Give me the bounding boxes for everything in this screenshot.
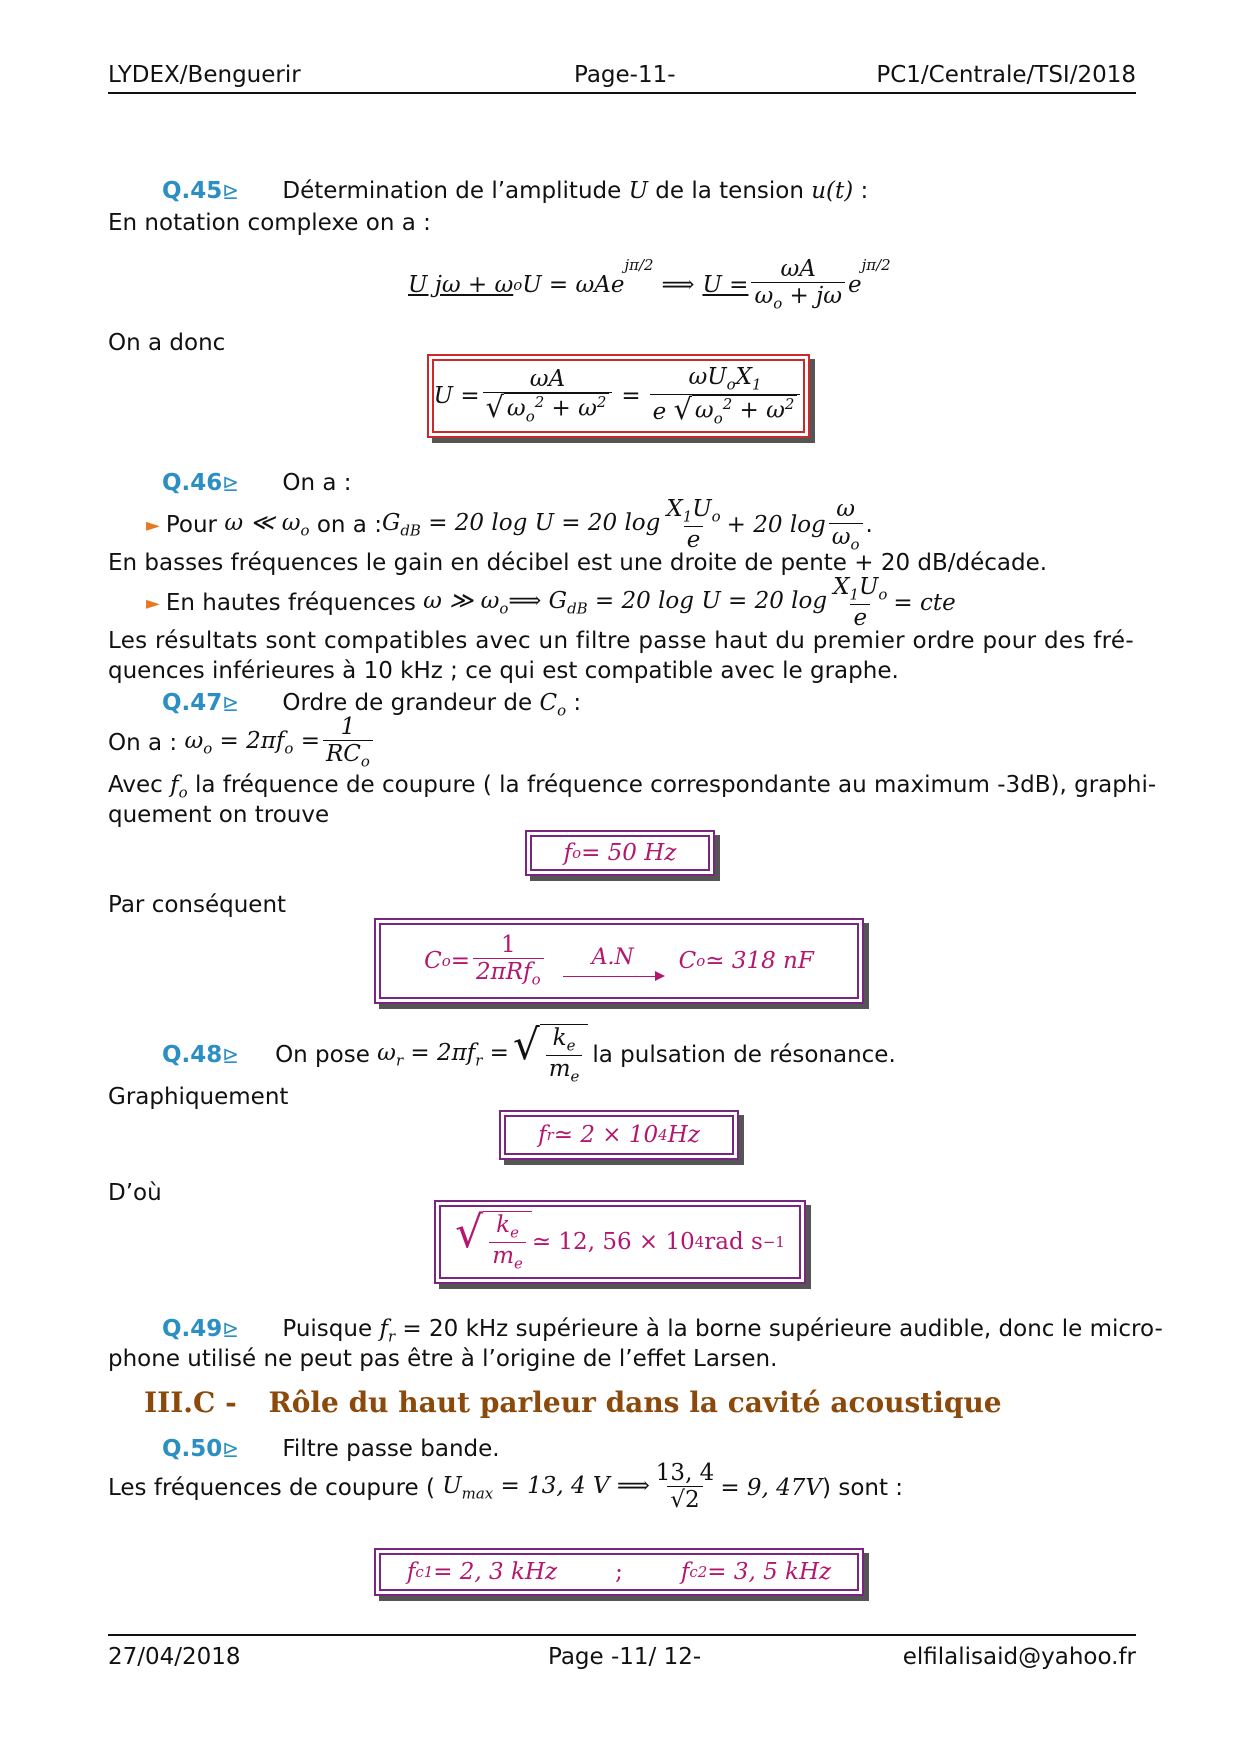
q45-eq-lhs: U jω + ω xyxy=(408,271,514,298)
q47-colon: : xyxy=(566,690,582,716)
q46-b1-ona: on a : xyxy=(316,512,382,539)
q45-text-a: Détermination de l’amplitude xyxy=(282,178,622,204)
q47-eq: $\omega_o = 2\pi f_o$ = xyxy=(184,728,320,758)
q46-bullet1 xyxy=(146,496,873,554)
q50-frac: $\frac{13, 4}{√2}$ xyxy=(655,1460,715,1514)
q47-ona: On a : xyxy=(108,729,178,756)
header-rule xyxy=(108,92,1136,94)
section-number: III.C - xyxy=(144,1386,237,1419)
q45-frac-num: ωA xyxy=(780,256,816,282)
q46-label: Q.46 xyxy=(162,470,223,496)
q47-label: Q.47 xyxy=(162,690,223,716)
q45-label: Q.45 xyxy=(162,178,223,204)
q47-avec-line2: quement on trouve xyxy=(108,802,330,828)
q50-fc-box: f c1 = 2, 3 kHz ; f c2 = 3, 5 kHz xyxy=(374,1548,864,1596)
q46-b2-cond: ω ≫ $\omega_o$ xyxy=(423,588,509,618)
q46-text: On a : xyxy=(282,470,352,496)
q47-fo-box: f o = 50 Hz xyxy=(525,830,715,876)
q46-res-line2: quences inférieures à 10 kHz ; ce qui est compatible avec le graphe. xyxy=(108,658,899,684)
q48-box-sqrt: √ $\frac{k_e}{m_e}$ xyxy=(455,1211,532,1273)
bullet-arrow-icon: ► xyxy=(146,592,160,614)
q45-eq-tail: e xyxy=(848,271,862,298)
q47-box-frac: $\frac{1}{2\pi Rf_o}$ xyxy=(473,932,544,990)
q49-label: Q.49 xyxy=(162,1316,223,1342)
q46-b1-eq: $G_{dB} = 20$ log U = 20 log xyxy=(381,510,661,540)
q48-label: Q.48 xyxy=(162,1042,223,1069)
q50-label: Q.50 xyxy=(162,1436,223,1462)
header-center: Page-11- xyxy=(574,62,676,88)
q47-ona-line xyxy=(108,714,376,772)
q48-text-b: la pulsation de résonance. xyxy=(592,1042,896,1069)
header-right: PC1/Centrale/TSI/2018 xyxy=(876,62,1136,88)
q48-line xyxy=(162,1020,896,1086)
q45-text-b: de la tension xyxy=(655,178,804,204)
bullet-arrow-icon: ► xyxy=(146,514,160,536)
q50-marker-icon: ⊵ xyxy=(222,1437,240,1461)
q50-line xyxy=(162,1436,500,1462)
q45-eq-rhs: U = xyxy=(702,271,749,298)
q47-marker-icon: ⊵ xyxy=(222,691,240,715)
q48-text-a: On pose xyxy=(275,1042,370,1069)
q46-b1-cond: ω ≪ $\omega_o$ xyxy=(224,510,310,540)
q46-b1-dot: . xyxy=(865,512,873,539)
q46-bullet2 xyxy=(146,574,956,632)
q48-graphiquement: Graphiquement xyxy=(108,1084,289,1110)
q49-line2: phone utilisé ne peut pas être à l’origine de l’effet Larsen. xyxy=(108,1346,778,1372)
footer-rule xyxy=(108,1634,1136,1636)
q45-equation xyxy=(408,256,891,314)
q48-dou: D’où xyxy=(108,1180,162,1206)
q45-frac-den: $\omega_o + j\omega$ xyxy=(751,282,845,314)
footer-date: 27/04/2018 xyxy=(108,1644,241,1670)
q46-b2-tail: = cte xyxy=(893,590,956,617)
q47-avec-line1: Avec $f_o$ la fréquence de coupure ( la fréquence correspondante au maximum -3dB), graphi- xyxy=(108,772,1157,802)
q48-fr-box: f r ≃ 2 × 10 4 Hz xyxy=(499,1110,739,1160)
footer-email: elfilalisaid@yahoo.fr xyxy=(902,1644,1136,1670)
q48-sqrt: √ $\frac{k_e}{m_e}$ xyxy=(513,1024,588,1086)
q45-on-a-donc: On a donc xyxy=(108,330,226,356)
q45-result-box xyxy=(427,354,810,438)
q49-text-a: Puisque xyxy=(282,1316,373,1342)
q45-eq-exp: jπ/2 xyxy=(624,256,654,274)
q45-box-frac1: ωA √ $\omega_o^2 + \omega^2$ xyxy=(483,366,613,427)
q46-b1-frac: $\frac{X_1U_o}{e}$ xyxy=(666,496,721,553)
q46-b1-frac2: $\frac{\omega}{\omega_o}$ xyxy=(829,496,863,554)
q49-fr: $f_r$ xyxy=(379,1316,396,1346)
footer-page: Page -11/ 12- xyxy=(548,1644,702,1670)
q46-b2-text: En hautes fréquences xyxy=(165,590,416,617)
q50-text: Filtre passe bande. xyxy=(282,1436,500,1462)
q47-frac: $\frac{1}{RC_o}$ xyxy=(323,714,373,772)
section-heading xyxy=(144,1386,1002,1419)
q45-U: U xyxy=(628,178,648,204)
q50-freq-line: Les fréquences de coupure ( $U_{max} = 13$, 4 V ⟹ $\frac{13, 4}{√2}$ = 9, 47V ) sont : xyxy=(108,1460,904,1514)
q45-u-t: u(t) xyxy=(811,178,854,204)
q47-an-arrow: A.N xyxy=(563,945,663,977)
q46-line xyxy=(162,470,352,496)
q45-implies: ⟹ xyxy=(661,271,695,298)
arrow-right-icon xyxy=(563,976,663,977)
q49-text-b: = 20 kHz supérieure à la borne supérieure audible, donc le micro- xyxy=(395,1316,1163,1342)
q45-eq-lhs-sub: o xyxy=(513,275,523,294)
q46-b2-eq: ⟹ $G_{dB} = 20$ log U = 20 log xyxy=(508,588,828,618)
q47-text: Ordre de grandeur de xyxy=(282,690,533,716)
q48-marker-icon: ⊵ xyxy=(222,1043,240,1068)
section-title: Rôle du haut parleur dans la cavité acoustique xyxy=(268,1386,1002,1419)
q45-frac xyxy=(751,256,845,314)
q45-line xyxy=(162,178,868,204)
q47-Co: $C_o$ xyxy=(539,690,567,720)
q45-text-c: : xyxy=(853,178,869,204)
q45-eq-lhs3: U = ωAe xyxy=(522,271,625,298)
q45-line2: En notation complexe on a : xyxy=(108,210,431,236)
q46-b2-frac: $\frac{X_1U_o}{e}$ xyxy=(833,574,888,631)
q48-result-box: √ $\frac{k_e}{m_e}$ ≃ 12, 56 × 10 4 rad s −1 xyxy=(434,1200,806,1284)
q46-b1-plus: + 20 log xyxy=(726,512,826,539)
q47-Co-box: C o = $\frac{1}{2\pi Rf_o}$ A.N C o ≃ 318 nF xyxy=(374,918,864,1004)
q45-box-eq: = xyxy=(621,383,641,409)
q45-box-frac2: $\omega U_oX_1$ e √ $\omega_o^2 + \omega^2$ xyxy=(650,364,801,428)
q47-par-consequent: Par conséquent xyxy=(108,892,287,918)
q45-marker-icon: ⊵ xyxy=(222,179,240,203)
q46-res-line1: Les résultats sont compatibles avec un filtre passe haut du premier ordre pour des fré- xyxy=(108,628,1134,654)
q46-b1-text: Pour xyxy=(165,512,217,539)
q49-marker-icon: ⊵ xyxy=(222,1317,240,1341)
q46-marker-icon: ⊵ xyxy=(222,471,240,495)
header-left: LYDEX/Benguerir xyxy=(108,62,301,88)
q45-eq-tail-exp: jπ/2 xyxy=(861,256,891,274)
q49-line xyxy=(162,1316,1163,1346)
q46-bf-line: En basses fréquences le gain en décibel est une droite de pente + 20 dB/décade. xyxy=(108,550,1048,576)
q45-box-U: U = xyxy=(433,383,480,409)
q48-eq: $\omega_r = 2\pi f_r$ = xyxy=(377,1040,509,1070)
